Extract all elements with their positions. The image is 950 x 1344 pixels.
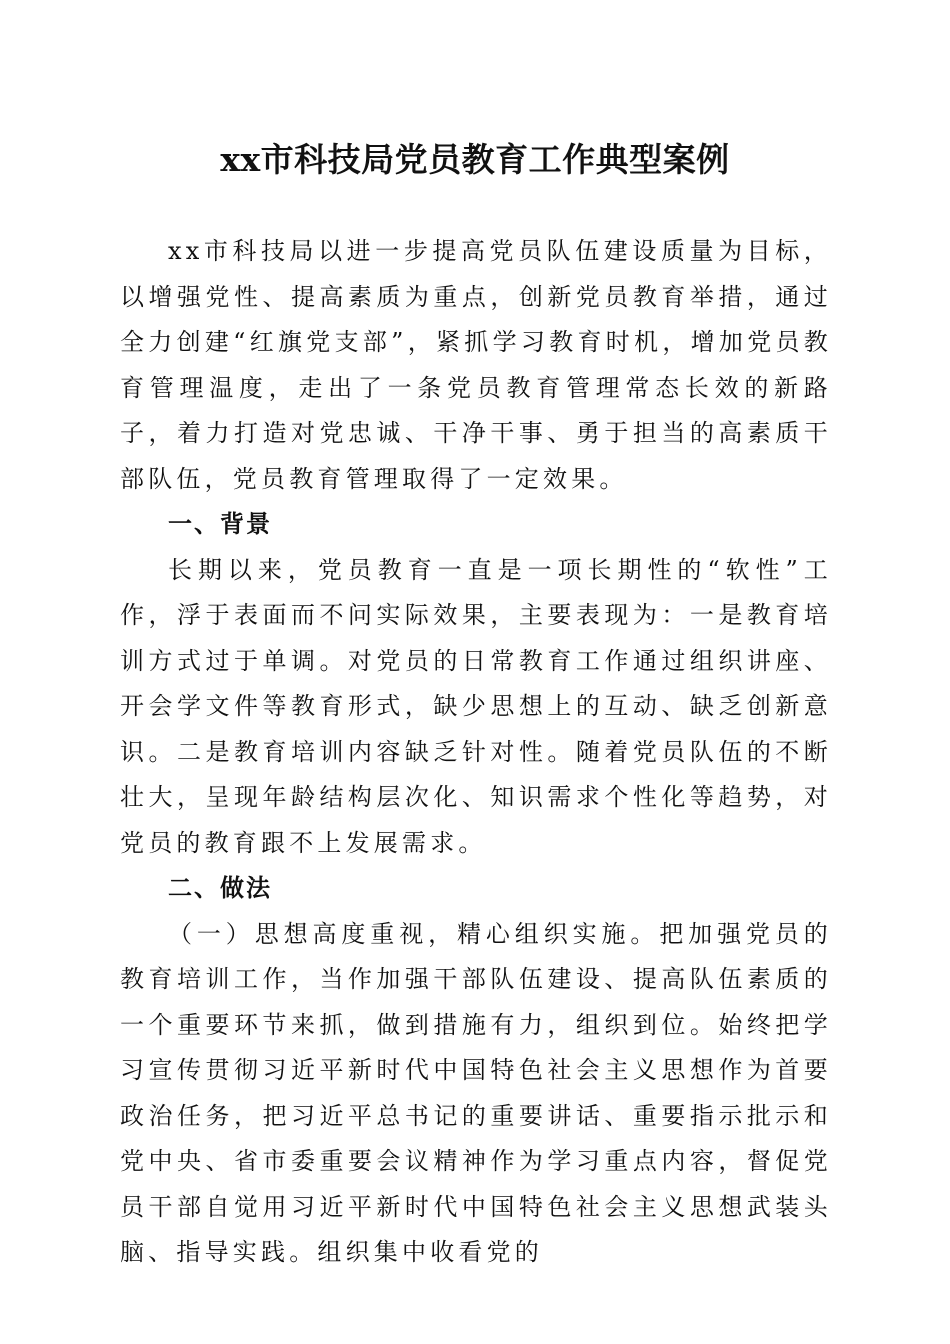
subsection-lead: （一）思想高度重视，精心组织实施。 (168, 919, 660, 948)
subsection-text: 把加强党员的教育培训工作，当作加强干部队伍建设、提高队伍素质的一个重要环节来抓，做到措施有力，组织到位。始终把学习宣传贯彻习近平新时代中国特色社会主义思想作为首要政治任务，把习近平总书记的重要讲话、重要指示批示和党中央、省市委重要会议精神作为学习重点内容，督促党员干部自觉用习近平新时代中国特色社会主义思想武装头脑、指导实践。组织集中收看党的 (120, 919, 832, 1266)
section-heading-methods: 二、做法 (168, 874, 272, 902)
background-paragraph: 长期以来，党员教育一直是一项长期性的“软性”工作，浮于表面而不问实际效果，主要表现为：一是教育培训方式过于单调。对党员的日常教育工作通过组织讲座、开会学文件等教育形式，缺少思想上的互动、缺乏创新意识。二是教育培训内容缺乏针对性。随着党员队伍的不断壮大，呈现年龄结构层次化、知识需求个性化等趋势，对党员的教育跟不上发展需求。 (120, 555, 832, 857)
methods-paragraph (120, 912, 832, 1276)
intro-paragraph: xx市科技局以进一步提高党员队伍建设质量为目标，以增强党性、提高素质为重点，创新党员教育举措，通过全力创建“红旗党支部”，紧抓学习教育时机，增加党员教育管理温度，走出了一条党员教育管理常态长效的新路子，着力打造对党忠诚、干净干事、勇于担当的高素质干部队伍，党员教育管理取得了一定效果。 (120, 237, 832, 493)
document-title: xx市科技局党员教育工作典型案例 (220, 140, 730, 179)
document-body (120, 229, 832, 1276)
section-heading-background: 一、背景 (168, 510, 272, 538)
